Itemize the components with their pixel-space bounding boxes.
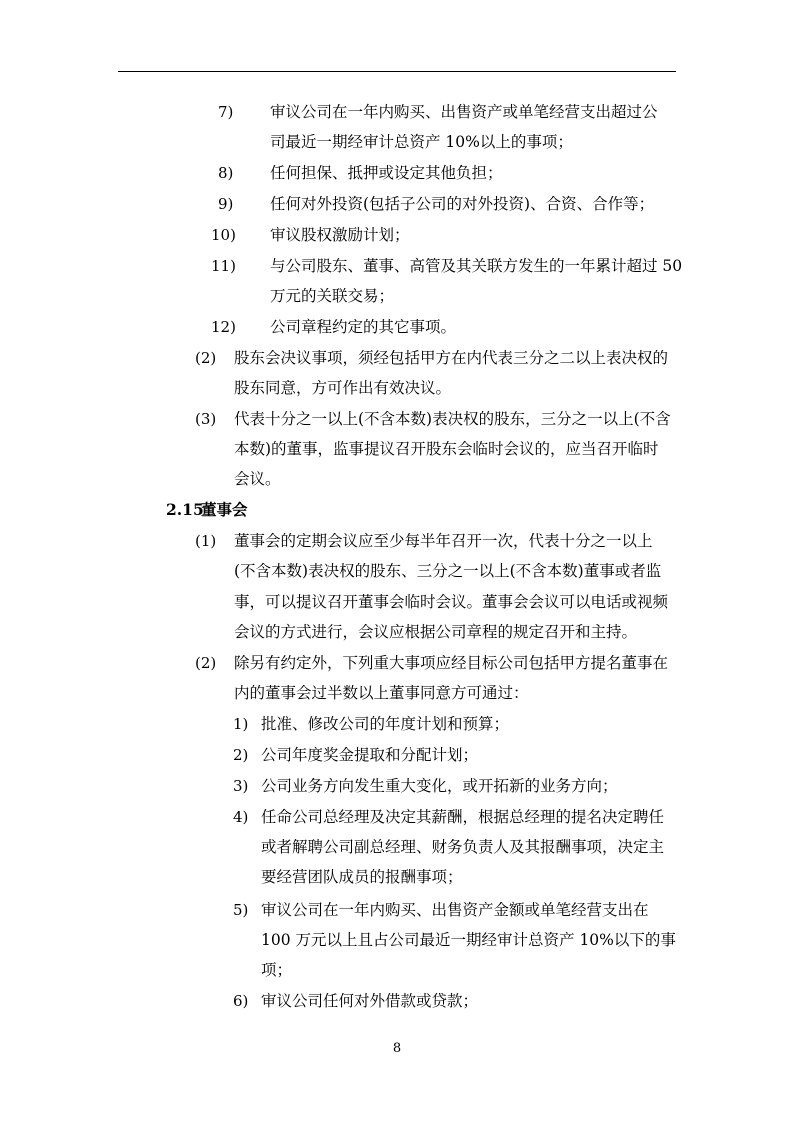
clause-text-line: 代表十分之一以上(不含本数)表决权的股东，三分之一以上(不含 xyxy=(234,410,671,428)
clause-text-line: 内的董事会过半数以上董事同意方可通过： xyxy=(234,684,529,702)
item-text-line: 司最近一期经审计总资产 10%以上的事项； xyxy=(270,133,573,151)
subitem-text-line: 项； xyxy=(261,961,293,979)
section-number: 2.15 xyxy=(166,500,204,519)
clause-number: (2) xyxy=(195,654,217,672)
clause-text-line: 除另有约定外，下列重大事项应经目标公司包括甲方提名董事在 xyxy=(234,654,669,672)
clause-text-line: 股东会决议事项，须经包括甲方在内代表三分之二以上表决权的 xyxy=(234,349,669,367)
item-text-line: 与公司股东、董事、高管及其关联方发生的一年累计超过 50 xyxy=(270,257,683,275)
item-text-line: 审议公司在一年内购买、出售资产或单笔经营支出超过公 xyxy=(270,103,658,121)
subitem-number: 5) xyxy=(233,901,249,919)
clause-text-line: (不含本数)表决权的股东、三分之一以上(不含本数)董事或者监 xyxy=(234,562,662,580)
item-text-line: 任何对外投资(包括子公司的对外投资)、合资、合作等； xyxy=(270,195,655,213)
item-text-line: 公司章程约定的其它事项。 xyxy=(270,318,457,336)
subitem-text-line: 公司年度奖金提取和分配计划； xyxy=(261,746,479,764)
item-number: 7) xyxy=(218,103,234,121)
item-text-line: 任何担保、抵押或设定其他负担； xyxy=(270,164,503,182)
subitem-text-line: 审议公司任何对外借款或贷款； xyxy=(261,992,479,1010)
subitem-number: 1) xyxy=(233,715,249,733)
clause-text-line: 董事会的定期会议应至少每半年召开一次，代表十分之一以上 xyxy=(234,532,653,550)
subitem-text-line: 要经营团队成员的报酬事项； xyxy=(261,868,463,886)
subitem-text-line: 批准、修改公司的年度计划和预算； xyxy=(261,715,510,733)
subitem-number: 4) xyxy=(233,808,249,826)
item-number: 11) xyxy=(211,257,236,275)
subitem-text-line: 公司业务方向发生重大变化，或开拓新的业务方向； xyxy=(261,777,618,795)
item-number: 10) xyxy=(211,226,236,244)
clause-number: (3) xyxy=(195,410,217,428)
item-number: 12) xyxy=(211,318,236,336)
clause-text-line: 会议。 xyxy=(234,470,281,488)
page-number: 8 xyxy=(392,1041,402,1056)
subitem-number: 6) xyxy=(233,992,249,1010)
item-text-line: 万元的关联交易； xyxy=(270,287,395,305)
subitem-text-line: 审议公司在一年内购买、出售资产金额或单笔经营支出在 xyxy=(261,901,649,919)
clause-text-line: 会议的方式进行，会议应根据公司章程的规定召开和主持。 xyxy=(234,623,638,641)
subitem-text-line: 或者解聘公司副总经理、财务负责人及其报酬事项，决定主 xyxy=(261,838,665,856)
clause-text-line: 本数)的董事，监事提议召开股东会临时会议的，应当召开临时 xyxy=(234,440,659,458)
item-number: 9) xyxy=(218,195,234,213)
subitem-number: 3) xyxy=(233,777,249,795)
item-number: 8) xyxy=(218,164,234,182)
subitem-text-line: 100 万元以上且占公司最近一期经审计总资产 10%以下的事 xyxy=(261,931,676,949)
subitem-text-line: 任命公司总经理及决定其薪酬，根据总经理的提名决定聘任 xyxy=(261,808,665,826)
item-text-line: 审议股权激励计划； xyxy=(270,226,410,244)
clause-text-line: 股东同意，方可作出有效决议。 xyxy=(234,379,452,397)
clause-text-line: 事，可以提议召开董事会临时会议。董事会会议可以电话或视频 xyxy=(234,593,669,611)
clause-number: (2) xyxy=(195,349,217,367)
subitem-number: 2) xyxy=(233,746,249,764)
clause-number: (1) xyxy=(195,532,217,550)
header-rule xyxy=(118,71,676,72)
section-title: 董事会 xyxy=(201,500,248,519)
